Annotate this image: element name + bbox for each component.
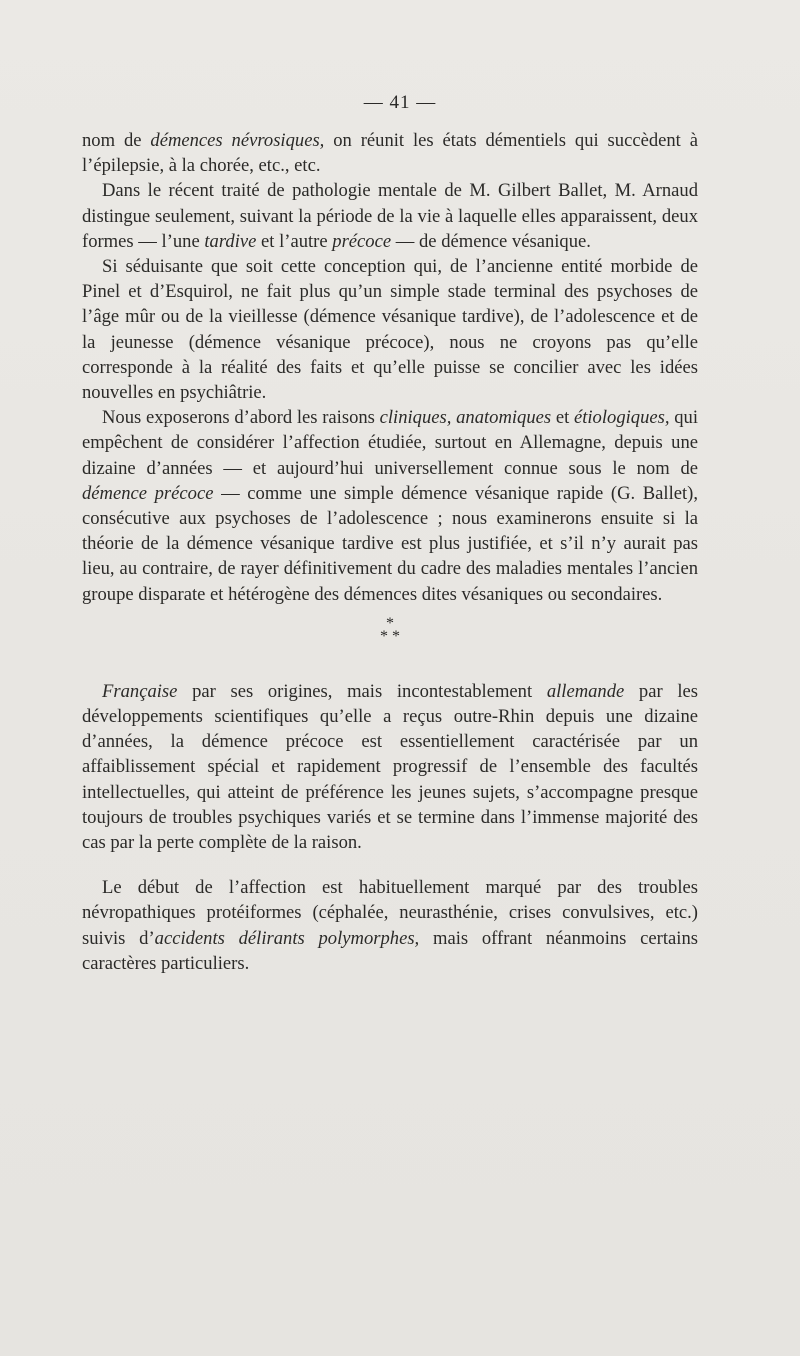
italic-text: cliniques, anatomiques	[379, 407, 552, 429]
italic-text: Française	[102, 680, 178, 702]
text-run: qui empêchent de considérer l’affection étudiée, surtout en Allemagne, depuis une dizaine d’années — et aujourd’hui universellement connue sous le nom de	[82, 407, 698, 479]
text-run: et l’autre	[256, 230, 333, 252]
paragraph	[82, 405, 698, 607]
text-run: Si séduisante que soit cette conception qui, de l’ancienne entité morbide de Pinel et d’Esquirol, ne fait plus qu’un simple stade terminal des psychoses de l’âge mûr ou de la vieillesse (démence vésanique tardive), de l’adolescence et de la jeunesse (démence vésanique précoce), nous ne croyons pas qu’elle corresponde à la réalité des faits et qu’elle puisse se concilier avec les idées nouvelles en psychiâtrie.	[82, 256, 698, 404]
text-run: — de démence vésanique.	[391, 230, 591, 252]
italic-text: précoce	[332, 230, 392, 252]
paragraph	[82, 254, 698, 405]
separator-stars-bottom: * *	[380, 627, 400, 645]
italic-text: tardive	[204, 230, 257, 252]
body-text	[82, 128, 698, 976]
text-run: par ses origines, mais incontestablement	[177, 680, 547, 702]
paragraph	[82, 875, 698, 976]
italic-text: démences névrosiques,	[150, 130, 325, 151]
paragraph-gap	[82, 855, 698, 875]
italic-text: allemande	[546, 680, 625, 702]
italic-text: accidents délirants polymorphes,	[154, 927, 420, 949]
text-run: Dans le récent traité de pathologie mentale de M. Gilbert Ballet, M. Arnaud distingue seulement, suivant la période de la vie à laquelle elles apparaissent, deux formes — l’une	[82, 180, 698, 252]
text-run: Le début de l’affection est habituellement marqué par des troubles névropathiques protéiformes (céphalée, neurasthénie, crises convulsives, etc.) suivis d’	[82, 877, 698, 949]
text-run: par les développements scientifiques qu’elle a reçus outre-Rhin depuis une dizaine d’années, la démence précoce est essentiellement caractérisée par un affaiblissement spécial et rapidement progressif de l’ensemble des facultés intellectuelles, qui atteint de préférence les jeunes sujets, s’accompagne presque toujours de troubles psychiques variés et se termine dans l’immense majorité des cas par la perte complète de la raison.	[82, 680, 698, 854]
page-number: — 41 —	[363, 92, 437, 113]
italic-text: démence précoce	[82, 482, 214, 504]
text-run: et	[551, 407, 574, 429]
text-run: Nous exposerons d’abord les raisons	[102, 407, 380, 429]
text-run: — comme une simple démence vésanique rapide (G. Ballet), consécutive aux psychoses de l’adolescence ; nous examinerons ensuite si la théorie de la démence vésanique tardive est plus justifiée, et s’il n’y aurait pas lieu, au contraire, de rayer définitivement du cadre des maladies mentales l’ancien groupe disparate et hétérogène des démences dites vésaniques ou secondaires.	[82, 482, 698, 605]
paragraph	[82, 178, 698, 254]
text-run: mais offrant néanmoins certains caractères particuliers.	[82, 927, 698, 974]
paragraph	[82, 679, 698, 855]
text-run: on réunit les états démentiels qui succèdent à l’épilepsie, à la chorée, etc., etc.	[82, 130, 698, 177]
text-run: nom de	[82, 130, 151, 151]
paragraph	[82, 128, 698, 178]
separator-star-top: *	[386, 614, 394, 632]
italic-text: étiologiques,	[573, 407, 670, 429]
section-separator	[82, 614, 698, 645]
